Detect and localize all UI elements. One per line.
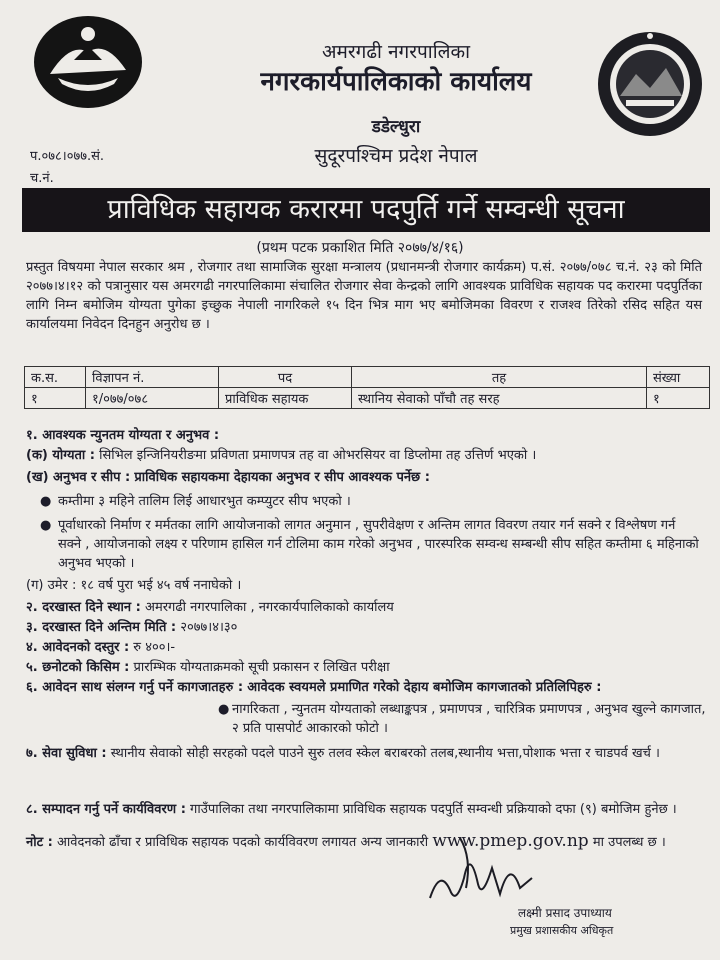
bullet-icon: ●	[40, 494, 52, 509]
section-3	[26, 618, 706, 637]
note-text: आवेदनको ढाँचा र प्राविधिक सहायक पदको कार्यविवरण लगायत अन्य जानकारी	[57, 835, 429, 850]
province-name: सुदूरपश्चिम प्रदेश नेपाल	[314, 145, 478, 167]
bullet-text: नागरिकता , न्युनतम योग्यताको लब्धाङ्कपत्र , प्रमाणपत्र , चारित्रिक प्रमाणपत्र , अनुभव खुल्ने कागजात, २ प्रति पासपोर्ट आकारको फोटो ।	[232, 702, 706, 736]
notice-title: प्राविधिक सहायक करारमा पदपुर्ति गर्ने सम्वन्धी सूचना	[22, 188, 710, 232]
section-5	[26, 658, 706, 677]
section-8-text: गाउँपालिका तथा नगरपालिकामा प्राविधिक सहायक पदपुर्ति सम्वन्धी प्रक्रियाको दफा (९) बमोजिम हुनेछ ।	[190, 802, 677, 817]
signatory-title: प्रमुख प्रशासकीय अधिकृत	[510, 924, 614, 937]
list-item	[218, 700, 706, 738]
section-1a	[26, 446, 706, 465]
table-header: तह	[352, 367, 647, 388]
section-4-text: रु ४००।-	[133, 640, 176, 655]
section-5-text: प्रारम्भिक योग्यताक्रमको सूची प्रकासन र लिखित परीक्षा	[133, 660, 390, 675]
section-4-label: ४. आवेदनको दस्तुर :	[26, 640, 130, 655]
section-2	[26, 598, 706, 617]
section-7	[26, 744, 706, 763]
bullet-icon: ●	[218, 702, 230, 717]
table-cell: स्थानिय सेवाको पाँचौ तह सरह	[352, 388, 647, 409]
section-3-label: ३. दरखास्त दिने अन्तिम मिति :	[26, 620, 177, 635]
publication-date: (प्रथम पटक प्रकाशित मिति २०७७/४/१६)	[256, 240, 464, 256]
table-header: विज्ञापन नं.	[86, 367, 219, 388]
table-cell: प्राविधिक सहायक	[219, 388, 352, 409]
section-6	[26, 678, 706, 697]
office-name: नगरकार्यपालिकाको कार्यालय	[260, 67, 532, 97]
table-cell: १	[647, 388, 710, 409]
section-2-text: अमरगढी नगरपालिका , नगरकार्यपालिकाको कार्यालय	[145, 600, 394, 615]
section-1-title: १. आवश्यक न्युनतम योग्यता र अनुभव :	[26, 428, 220, 443]
section-1b-label: (ख) अनुभव र सीप :	[26, 470, 131, 485]
section-1b-text: प्राविधिक सहायकमा देहायका अनुभव र सीप आवश्यक पर्नेछ :	[134, 470, 430, 485]
section-1b	[26, 468, 706, 487]
section-6-text: आवेदक स्वयमले प्रमाणित गरेको देहाय बमोजिम कागजातको प्रतिलिपिहरु :	[247, 680, 602, 695]
dispatch-number: च.नं.	[30, 171, 54, 186]
section-8-label: ८. सम्पादन गर्नु पर्ने कार्यविवरण :	[26, 802, 186, 817]
table-cell: १	[25, 388, 86, 409]
table-header-row	[25, 367, 710, 388]
table-header: क.स.	[25, 367, 86, 388]
bullet-text: पूर्वाधारको निर्माण र मर्मतका लागि आयोजनाको लागत अनुमान , सुपरीवेक्षण र अन्तिम लागत विवरण तयार गर्न सक्ने र विश्लेषण गर्न सक्ने , आयोजनाको लक्ष्य र परिणाम हासिल गर्न टोलिमा काम गरेको अनुभव , पारस्परिक सम्वन्ध सम्बन्धी सीप सहित कम्तीमा ६ महिनाको अनुभव भएको ।	[58, 518, 699, 571]
section-3-text: २०७७।४।३०	[180, 620, 238, 635]
section-8	[26, 800, 706, 819]
note-tail: मा उपलब्ध छ ।	[592, 835, 666, 850]
section-4	[26, 638, 706, 657]
section-7-text: स्थानीय सेवाको सोही सरहको पदले पाउने सुरु तलव स्केल बराबरको तलब,स्थानीय भत्ता,पोशाक भत्ता र चाडपर्व खर्च ।	[110, 746, 660, 761]
municipality-name: अमरगढी नगरपालिका	[321, 41, 471, 63]
reference-number: प.०७८।०७७.सं.	[30, 149, 105, 164]
section-1a-label: (क) योग्यता :	[26, 448, 95, 463]
note	[26, 832, 706, 852]
intro-paragraph: प्रस्तुत विषयमा नेपाल सरकार श्रम , रोजगार तथा सामाजिक सुरक्षा मन्त्रालय (प्रधानमन्त्री रोजगार कार्यक्रम) प.सं. २०७७/०७८ च.नं. २३ को मिति २०७७।४।१२ को पत्रानुसार यस अमरगढी नगरपालिकामा संचालित रोजगार सेवा केन्द्रको लागि आवश्यक प्राविधिक सहायक पद करारमा पदपुर्तिका लागि निम्न बमोजिम योग्यता पुगेका इच्छुक नेपाली नागरिकले १५ दिन भित्र माग भए बमोजिमका विवरण र राजश्व तिरेको रसिद सहित यस कार्यालयमा निवेदन दिनहुन अनुरोध छ ।	[26, 260, 702, 332]
table-row	[25, 388, 710, 409]
list-item	[40, 516, 700, 573]
section-2-label: २. दरखास्त दिने स्थान :	[26, 600, 141, 615]
website-link[interactable]: www.pmep.gov.np	[432, 831, 589, 851]
signature-icon	[420, 828, 540, 908]
note-label: नोट :	[26, 835, 53, 850]
section-7-label: ७. सेवा सुविधा :	[26, 746, 107, 761]
table-header: संख्या	[647, 367, 710, 388]
signatory-name: लक्ष्मी प्रसाद उपाध्याय	[518, 906, 612, 920]
section-6-label: ६. आवेदन साथ संलग्न गर्नु पर्ने कागजातहरु :	[26, 680, 244, 695]
section-5-label: ५. छनोटको किसिम :	[26, 660, 130, 675]
vacancy-table	[24, 366, 710, 409]
section-1a-text: सिभिल इन्जिनियरीङमा प्रविणता प्रमाणपत्र तह वा ओभरसियर वा डिप्लोमा तह उत्तिर्ण भएको ।	[99, 448, 537, 463]
section-1c: (ग) उमेर : १८ वर्ष पुरा भई ४५ वर्ष ननाघेको ।	[26, 578, 242, 593]
list-item	[40, 492, 700, 511]
table-cell: १/०७७/०७८	[86, 388, 219, 409]
district-name: डडेल्धुरा	[371, 117, 421, 137]
bullet-icon: ●	[40, 518, 52, 533]
table-header: पद	[219, 367, 352, 388]
bullet-text: कम्तीमा ३ महिने तालिम लिई आधारभुत कम्प्युटर सीप भएको ।	[58, 494, 351, 509]
